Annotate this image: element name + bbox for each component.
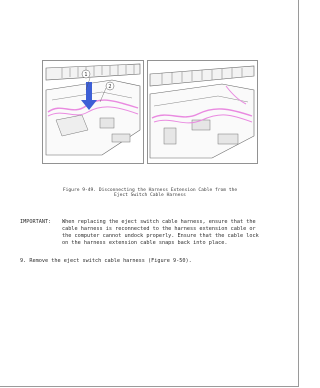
callout-1: 1: [84, 72, 88, 78]
callout-2: 2: [108, 84, 112, 90]
figure-caption-line-2: Eject Switch Cable Harness: [114, 193, 186, 198]
right-panel: [148, 61, 258, 164]
figure-caption-line-1: Figure 9-49. Disconnecting the Harness Extension Cable from the: [62, 188, 238, 193]
important-line-3: the computer cannot undock properly. Ensure that the cable lock: [62, 233, 259, 239]
important-note: [20, 219, 282, 247]
left-panel: [43, 61, 144, 164]
important-line-2: cable harness is reconnected to the harness extension cable or: [62, 226, 256, 232]
important-line-1: When replacing the eject switch cable harness, ensure that the: [62, 219, 256, 225]
important-line-4: on the harness extension cable snaps back into place.: [62, 240, 228, 246]
procedure-step-9: 9. Remove the eject switch cable harness (Figure 9-50).: [20, 258, 192, 264]
figure-harness-illustration: [42, 60, 258, 164]
important-label: IMPORTANT:: [20, 219, 52, 225]
harness-diagram: [42, 60, 258, 164]
